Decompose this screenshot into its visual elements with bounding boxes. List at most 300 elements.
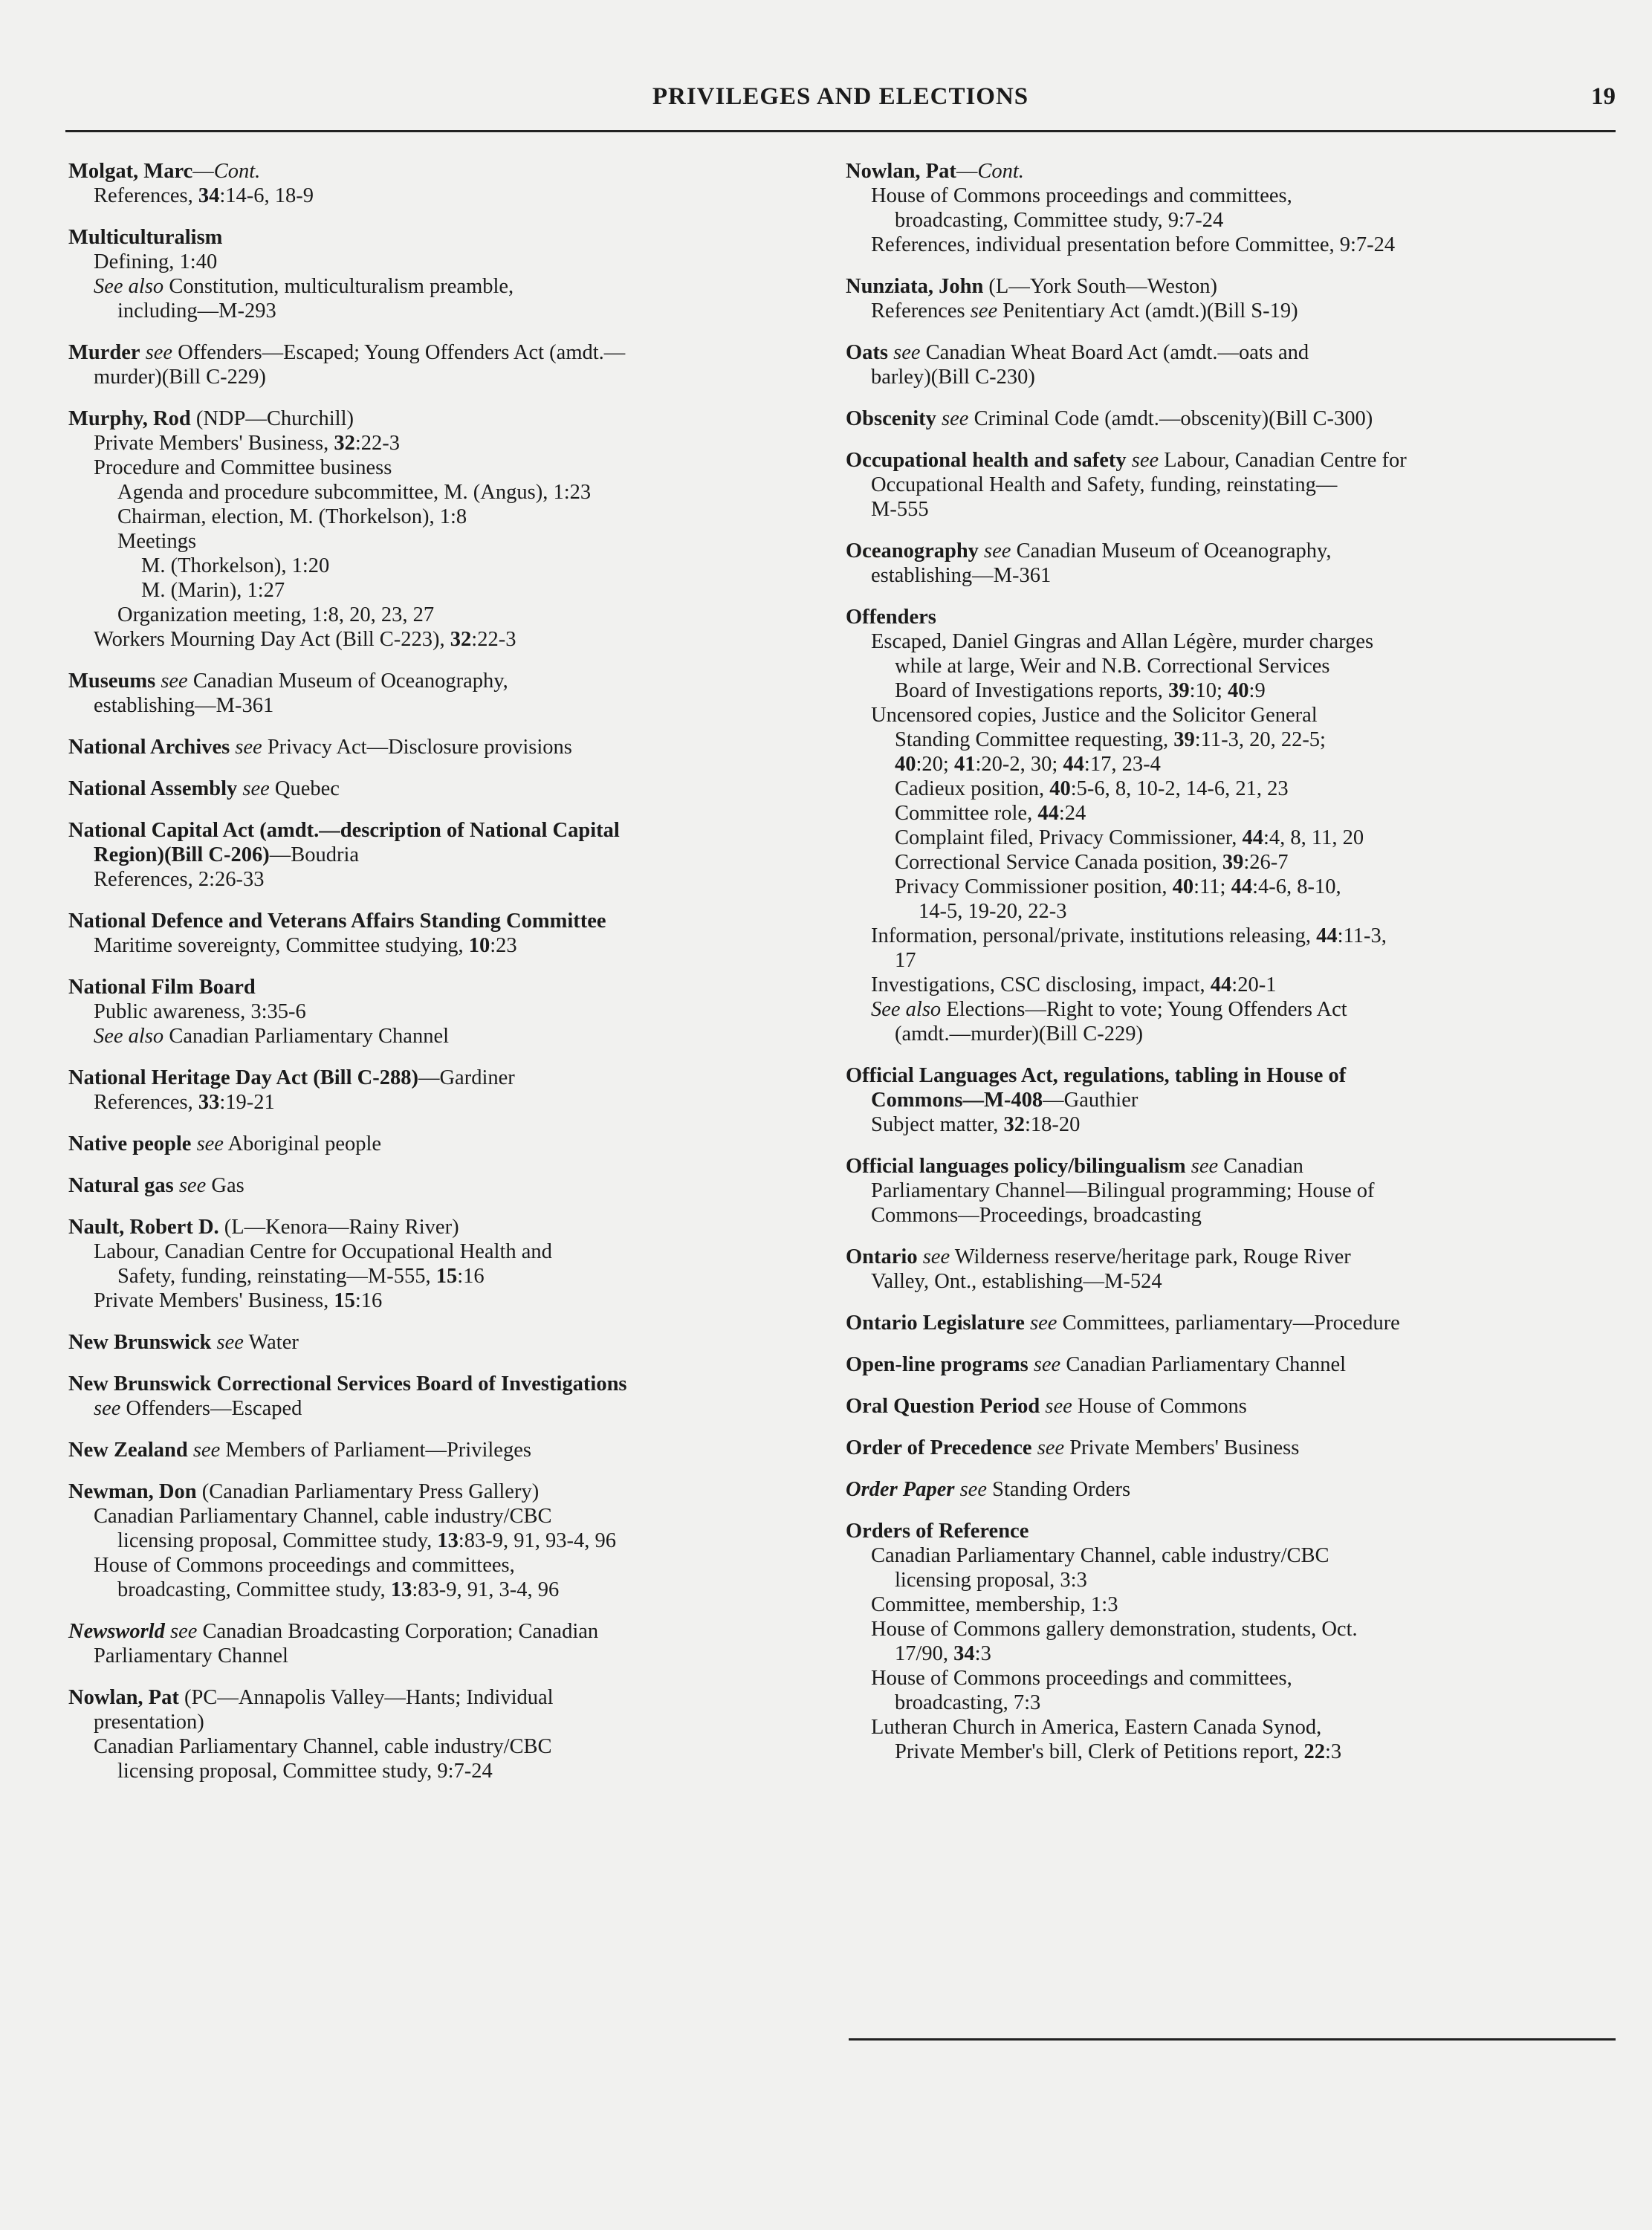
text-segment: :22-3 <box>471 628 516 651</box>
index-entry <box>846 1311 1604 1335</box>
text-segment: See also <box>94 1025 164 1048</box>
entry-subline <box>846 208 1604 233</box>
text-segment: 14-5, 19-20, 22-3 <box>919 900 1067 923</box>
entry-subline <box>68 250 826 274</box>
text-segment: —Gauthier <box>1043 1089 1138 1112</box>
text-segment: :22-3 <box>354 432 401 455</box>
entry-heading-line <box>846 448 1604 473</box>
text-segment: murder)(Bill C-229) <box>94 366 266 389</box>
page-number: 19 <box>1591 83 1616 110</box>
text-segment: Workers Mourning Day Act (Bill C-223), <box>94 628 450 651</box>
text-segment: licensing proposal, Committee study, <box>117 1529 438 1552</box>
entry-subline <box>846 875 1604 899</box>
text-segment: establishing—M-361 <box>94 694 274 717</box>
entry-heading-line <box>846 1352 1604 1377</box>
text-segment: while at large, Weir and N.B. Correctional Services <box>895 655 1330 678</box>
text-segment: 39 <box>1222 851 1244 874</box>
text-segment: :20-2, 30; <box>975 753 1063 776</box>
text-segment: References <box>871 299 971 322</box>
entry-heading-line <box>846 340 1604 365</box>
index-entry <box>846 1063 1604 1137</box>
entry-subline <box>846 563 1604 588</box>
text-segment: Maritime sovereignty, Committee studying, <box>94 934 469 957</box>
entry-heading-line <box>68 1479 826 1504</box>
entry-subline <box>846 654 1604 678</box>
text-segment: Canadian Wheat Board Act (amdt.—oats and <box>920 341 1309 364</box>
text-segment: Board of Investigations reports, <box>895 679 1169 702</box>
text-segment: 32 <box>334 432 355 455</box>
text-segment: Meetings <box>117 530 197 553</box>
text-segment: M-555 <box>871 498 929 521</box>
text-segment: Canadian Broadcasting Corporation; Canadian <box>197 1620 599 1643</box>
text-segment: :18-20 <box>1025 1113 1081 1136</box>
entry-subline <box>68 603 826 627</box>
index-entry <box>846 274 1604 323</box>
text-segment: Natural gas <box>68 1174 174 1197</box>
text-segment: see <box>954 1478 987 1501</box>
text-segment: 34 <box>198 184 220 207</box>
text-segment: :10; <box>1189 679 1228 702</box>
index-entry <box>846 340 1604 389</box>
text-segment: Information, personal/private, institutions releasing, <box>871 924 1317 947</box>
index-entry <box>846 1245 1604 1294</box>
text-segment: Official languages policy/bilingualism <box>846 1155 1186 1178</box>
index-column-right <box>846 159 1604 1781</box>
text-segment: Canadian Museum of Oceanography, <box>1011 539 1332 563</box>
entry-subline <box>68 431 826 456</box>
text-segment: Region)(Bill C-206) <box>94 843 270 866</box>
entry-subline <box>68 1289 826 1313</box>
entry-subline <box>68 1734 826 1759</box>
entry-subline <box>846 299 1604 323</box>
text-segment: Cont. <box>213 160 261 183</box>
footer-rule <box>849 2038 1616 2041</box>
text-segment: see <box>978 539 1011 563</box>
text-segment: Ontario Legislature <box>846 1312 1025 1335</box>
text-segment: Murder <box>68 341 140 364</box>
entry-heading-line <box>846 1245 1604 1269</box>
text-segment: :24 <box>1058 802 1086 825</box>
text-segment: see <box>1024 1312 1057 1335</box>
text-segment: :11-3, 20, 22-5; <box>1194 728 1326 751</box>
text-segment: :4, 8, 11, 20 <box>1263 826 1364 849</box>
text-segment: barley)(Bill C-230) <box>871 366 1035 389</box>
text-segment: (amdt.—murder)(Bill C-229) <box>895 1022 1144 1046</box>
entry-subline <box>846 899 1604 924</box>
text-segment: 44 <box>1316 924 1338 947</box>
text-segment: 40 <box>1172 875 1194 898</box>
text-segment: Uncensored copies, Justice and the Solicitor General <box>871 704 1318 727</box>
entry-subline <box>68 1644 826 1668</box>
text-segment: Nunziata, John <box>846 275 984 298</box>
text-segment: Oats <box>846 341 888 364</box>
entry-heading-line <box>68 1173 826 1198</box>
index-entry <box>68 225 826 323</box>
text-segment: 40 <box>1049 777 1071 800</box>
text-segment: see <box>1185 1155 1219 1178</box>
text-segment: 13 <box>437 1529 459 1552</box>
text-segment: see <box>155 670 188 693</box>
text-segment: 32 <box>450 628 472 651</box>
text-segment: Offenders—Escaped <box>120 1397 302 1420</box>
index-entry <box>68 818 826 892</box>
text-segment: 39 <box>1173 728 1195 751</box>
text-segment: 34 <box>953 1642 975 1665</box>
entry-subline <box>68 554 826 578</box>
text-segment: 13 <box>390 1578 412 1601</box>
entry-heading-line <box>68 1132 826 1156</box>
entry-heading-line <box>846 1063 1604 1088</box>
text-segment: :9 <box>1248 679 1266 702</box>
text-segment: 15 <box>334 1289 355 1312</box>
text-segment: Orders of Reference <box>846 1520 1029 1543</box>
text-segment: 33 <box>198 1091 220 1114</box>
text-segment: Ontario <box>846 1245 918 1268</box>
text-segment: 40 <box>895 753 916 776</box>
entry-subline <box>846 850 1604 875</box>
text-segment: Canadian Museum of Oceanography, <box>187 670 508 693</box>
text-segment: :20; <box>916 753 954 776</box>
entry-subline <box>68 299 826 323</box>
entry-subline <box>846 973 1604 997</box>
text-segment: :14-6, 18-9 <box>219 184 314 207</box>
text-segment: See also <box>871 998 942 1021</box>
text-segment: :4-6, 8-10, <box>1252 875 1341 898</box>
text-segment: References, <box>94 184 198 207</box>
text-segment: licensing proposal, Committee study, 9:7-24 <box>117 1760 493 1783</box>
text-segment: Criminal Code (amdt.—obscenity)(Bill C-300) <box>968 407 1373 430</box>
text-segment: see <box>187 1439 221 1462</box>
entry-subline <box>68 480 826 505</box>
text-segment: Committees, parliamentary—Procedure <box>1057 1312 1400 1335</box>
text-segment: see <box>173 1174 207 1197</box>
text-segment: References, individual presentation before Committee, 9:7-24 <box>871 233 1396 256</box>
text-segment: 15 <box>435 1265 458 1288</box>
text-segment: Museums <box>68 670 156 693</box>
text-segment: :3 <box>974 1642 991 1665</box>
entry-heading-line <box>68 975 826 999</box>
entry-heading-line <box>68 1330 826 1355</box>
entry-heading-line <box>68 777 826 801</box>
text-segment: (PC—Annapolis Valley—Hants; Individual <box>178 1686 554 1709</box>
index-entry <box>846 1352 1604 1377</box>
text-segment: Gas <box>206 1174 244 1197</box>
entry-subline <box>846 703 1604 727</box>
page-header <box>65 83 1616 119</box>
text-segment: Committee, membership, 1:3 <box>871 1593 1118 1616</box>
entry-subline <box>68 529 826 554</box>
text-segment: see <box>1028 1353 1061 1376</box>
text-segment: 22 <box>1303 1740 1326 1763</box>
index-entry <box>846 1519 1604 1764</box>
text-segment: see <box>936 407 969 430</box>
text-segment: Open-line programs <box>846 1353 1029 1376</box>
text-segment: Offenders <box>846 606 936 629</box>
text-segment: Committee role, <box>895 802 1038 825</box>
text-segment: Nault, Robert D. <box>68 1216 219 1239</box>
text-segment: Elections—Right to vote; Young Offenders Act <box>941 998 1347 1021</box>
text-segment: :26-7 <box>1243 851 1289 874</box>
text-segment: National Defence and Veterans Affairs Standing Committee <box>68 910 606 933</box>
index-entry <box>68 1479 826 1602</box>
entry-subline <box>846 924 1604 948</box>
text-segment: see <box>230 736 262 759</box>
index-entry <box>68 1685 826 1783</box>
text-segment: Cadieux position, <box>895 777 1050 800</box>
text-segment: see <box>164 1620 198 1643</box>
text-segment: see <box>917 1245 950 1268</box>
text-segment: Order Paper <box>846 1478 955 1501</box>
entry-heading-line <box>846 605 1604 629</box>
text-segment: References, <box>94 1091 198 1114</box>
text-segment: House of Commons proceedings and committees, <box>94 1554 515 1577</box>
text-segment: Labour, Canadian Centre for <box>1159 449 1407 472</box>
text-segment: Privacy Commissioner position, <box>895 875 1173 898</box>
entry-heading-line <box>68 406 826 431</box>
entry-subline <box>846 1568 1604 1592</box>
text-segment: House of Commons gallery demonstration, students, Oct. <box>871 1618 1358 1641</box>
entry-subline <box>846 1269 1604 1294</box>
text-segment: Members of Parliament—Privileges <box>220 1439 531 1462</box>
text-segment: Commons—Proceedings, broadcasting <box>871 1204 1202 1227</box>
text-segment: presentation) <box>94 1711 204 1734</box>
index-entry <box>846 1154 1604 1228</box>
index-entry <box>68 1619 826 1668</box>
index-entry <box>68 1438 826 1462</box>
text-segment: Occupational health and safety <box>846 449 1127 472</box>
index-entry <box>68 1132 826 1156</box>
index-entry <box>68 975 826 1048</box>
entry-heading-line <box>68 818 826 843</box>
index-entry <box>846 605 1604 1046</box>
text-segment: House of Commons proceedings and committees, <box>871 1667 1292 1690</box>
text-segment: Private Members' Business, <box>94 1289 334 1312</box>
entry-subline <box>68 1553 826 1578</box>
index-entry <box>68 159 826 208</box>
text-segment: New Zealand <box>68 1439 188 1462</box>
entry-subline <box>68 843 826 867</box>
text-segment: see <box>1040 1395 1072 1418</box>
text-segment: House of Commons <box>1072 1395 1247 1418</box>
text-segment: Public awareness, 3:35-6 <box>94 1000 306 1023</box>
entry-heading-line <box>68 909 826 933</box>
text-segment: Nowlan, Pat <box>846 160 956 183</box>
entry-subline <box>846 365 1604 389</box>
text-segment: 17 <box>895 949 916 972</box>
entry-heading-line <box>846 274 1604 299</box>
text-segment: Water <box>243 1331 299 1354</box>
entry-subline <box>846 727 1604 752</box>
text-segment: :16 <box>457 1265 485 1288</box>
text-segment: Defining, 1:40 <box>94 250 218 273</box>
text-segment: Order of Precedence <box>846 1436 1032 1459</box>
text-segment: Nowlan, Pat <box>68 1686 179 1709</box>
text-segment: See also <box>94 275 164 298</box>
text-segment: Organization meeting, 1:8, 20, 23, 27 <box>117 603 435 626</box>
entry-subline <box>846 1179 1604 1203</box>
index-entry <box>68 735 826 759</box>
text-segment: National Assembly <box>68 777 238 800</box>
text-segment: Agenda and procedure subcommittee, M. (Angus), 1:23 <box>117 481 592 504</box>
text-segment: 44 <box>1231 875 1253 898</box>
text-segment: — <box>956 160 978 183</box>
text-segment: Safety, funding, reinstating—M-555, <box>117 1265 436 1288</box>
text-segment: 44 <box>1037 802 1059 825</box>
index-entry <box>846 539 1604 588</box>
text-segment: :23 <box>490 934 517 957</box>
index-entry <box>68 909 826 958</box>
entry-subline <box>68 627 826 652</box>
index-entry <box>846 1436 1604 1460</box>
index-entry <box>68 1372 826 1421</box>
entry-subline <box>68 274 826 299</box>
text-segment: :5-6, 8, 10-2, 14-6, 21, 23 <box>1070 777 1289 800</box>
entry-subline <box>846 1691 1604 1715</box>
entry-heading-line <box>846 1154 1604 1179</box>
text-segment: Canadian <box>1218 1155 1303 1178</box>
entry-subline <box>68 1396 826 1421</box>
text-segment: Cont. <box>977 160 1024 183</box>
text-segment: —Gardiner <box>418 1066 515 1089</box>
text-segment: Standing Committee requesting, <box>895 728 1174 751</box>
index-entry <box>846 1394 1604 1419</box>
index-entry <box>68 1066 826 1115</box>
entry-subline <box>846 752 1604 777</box>
entry-subline <box>846 1666 1604 1691</box>
text-segment: New Brunswick <box>68 1331 212 1354</box>
text-segment: Newman, Don <box>68 1480 197 1503</box>
entry-heading-line <box>68 735 826 759</box>
text-segment: Canadian Parliamentary Channel <box>1060 1353 1347 1376</box>
entry-subline <box>846 1203 1604 1228</box>
entry-subline <box>68 1759 826 1783</box>
entry-heading-line <box>68 340 826 365</box>
text-segment: :16 <box>354 1289 383 1312</box>
entry-heading-line <box>68 225 826 250</box>
index-entry <box>68 777 826 801</box>
entry-subline <box>68 365 826 389</box>
index-entry <box>846 159 1604 257</box>
entry-heading-line <box>68 1685 826 1710</box>
entry-subline <box>68 1090 826 1115</box>
text-segment: Occupational Health and Safety, funding, reinstating— <box>871 473 1338 496</box>
text-segment: Correctional Service Canada position, <box>895 851 1222 874</box>
text-segment: Official Languages Act, regulations, tabling in House of <box>846 1064 1347 1087</box>
entry-subline <box>68 456 826 480</box>
text-segment: 39 <box>1168 679 1190 702</box>
text-segment: Investigations, CSC disclosing, impact, <box>871 973 1211 996</box>
entry-heading-line <box>846 159 1604 184</box>
entry-subline <box>68 1529 826 1553</box>
entry-subline <box>846 497 1604 522</box>
text-segment: (L—York South—Weston) <box>983 275 1217 298</box>
entry-heading-line <box>68 1215 826 1239</box>
entry-heading-line <box>68 1372 826 1396</box>
entry-heading-line <box>68 1438 826 1462</box>
entry-subline <box>846 678 1604 703</box>
text-segment: :83-9, 91, 93-4, 96 <box>458 1529 617 1552</box>
header-rule <box>65 130 1616 132</box>
text-segment: National Archives <box>68 736 230 759</box>
text-segment: Parliamentary Channel <box>94 1644 288 1667</box>
text-segment: 32 <box>1003 1113 1026 1136</box>
entry-subline <box>68 999 826 1024</box>
text-segment: Aboriginal people <box>223 1132 382 1155</box>
text-segment: M. (Thorkelson), 1:20 <box>141 554 330 577</box>
text-segment: Canadian Parliamentary Channel <box>163 1025 450 1048</box>
text-segment: —Boudria <box>269 843 360 866</box>
text-segment: References, 2:26-33 <box>94 868 265 891</box>
text-segment: :83-9, 91, 3-4, 96 <box>412 1578 560 1601</box>
entry-heading-line <box>846 539 1604 563</box>
entry-subline <box>68 505 826 529</box>
entry-subline <box>68 1710 826 1734</box>
entry-subline <box>68 1239 826 1264</box>
index-column-left <box>68 159 826 1800</box>
index-entry <box>68 1215 826 1313</box>
text-segment: Canadian Parliamentary Channel, cable industry/CBC <box>94 1505 552 1528</box>
text-segment: see <box>94 1397 121 1420</box>
entry-heading-line <box>846 1311 1604 1335</box>
text-segment: :11-3, <box>1337 924 1387 947</box>
text-segment: see <box>1031 1436 1065 1459</box>
entry-subline <box>846 826 1604 850</box>
entry-subline <box>68 867 826 892</box>
entry-subline <box>846 184 1604 208</box>
text-segment: see <box>1126 449 1159 472</box>
text-segment: 41 <box>953 753 976 776</box>
entry-subline <box>68 693 826 718</box>
text-segment: Newsworld <box>68 1620 165 1643</box>
text-segment: (NDP—Churchill) <box>190 407 354 430</box>
text-segment: National Capital Act (amdt.—description of National Capital <box>68 819 620 842</box>
text-segment: 44 <box>1210 973 1232 996</box>
index-entry <box>68 669 826 718</box>
entry-subline <box>846 1592 1604 1617</box>
text-segment: National Film Board <box>68 976 256 999</box>
text-segment: M. (Marin), 1:27 <box>141 579 285 602</box>
text-segment: Private Members' Business <box>1064 1436 1300 1459</box>
text-segment: see <box>237 777 270 800</box>
entry-heading-line <box>846 1477 1604 1502</box>
text-segment: Native people <box>68 1132 192 1155</box>
text-segment: Procedure and Committee business <box>94 456 392 479</box>
text-segment: Valley, Ont., establishing—M-524 <box>871 1270 1162 1293</box>
text-segment: Penitentiary Act (amdt.)(Bill S-19) <box>997 299 1298 322</box>
text-segment: :3 <box>1325 1740 1342 1763</box>
entry-subline <box>68 1024 826 1048</box>
text-segment: 10 <box>468 934 490 957</box>
entry-subline <box>68 1264 826 1289</box>
entry-heading-line <box>846 406 1604 431</box>
text-segment: Chairman, election, M. (Thorkelson), 1:8 <box>117 505 467 528</box>
entry-heading-line <box>68 1619 826 1644</box>
index-entry <box>68 1173 826 1198</box>
text-segment: Canadian Parliamentary Channel, cable industry/CBC <box>94 1735 552 1758</box>
text-segment: Subject matter, <box>871 1113 1004 1136</box>
entry-heading-line <box>846 1519 1604 1543</box>
index-entry <box>846 406 1604 431</box>
entry-heading-line <box>68 1066 826 1090</box>
entry-subline <box>846 1088 1604 1112</box>
text-segment: Escaped, Daniel Gingras and Allan Légère, murder charges <box>871 630 1374 653</box>
entry-subline <box>846 629 1604 654</box>
entry-heading-line <box>846 1436 1604 1460</box>
text-segment: 17/90, <box>895 1642 954 1665</box>
text-segment: broadcasting, Committee study, <box>117 1578 391 1601</box>
text-segment: Constitution, multiculturalism preamble, <box>163 275 514 298</box>
text-segment: broadcasting, Committee study, 9:7-24 <box>895 209 1224 232</box>
